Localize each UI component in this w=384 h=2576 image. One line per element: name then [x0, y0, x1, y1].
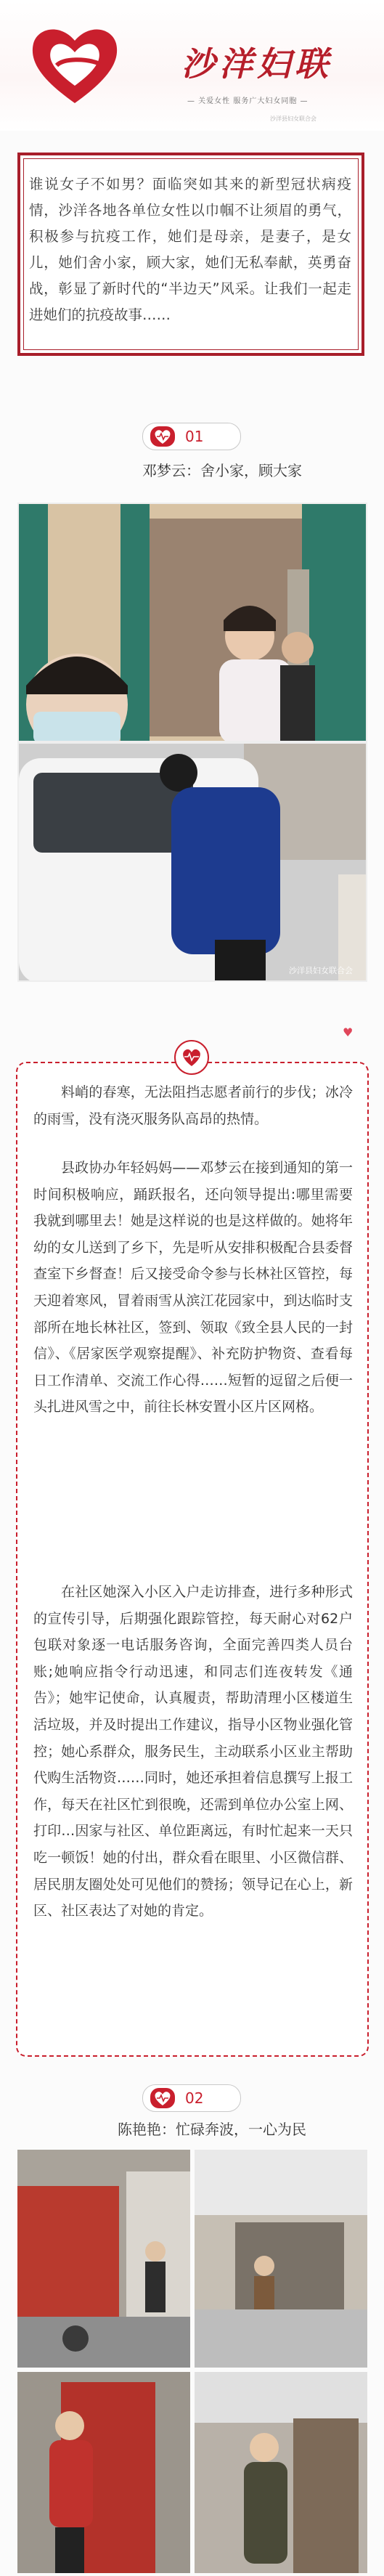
- heart-logo-icon: [28, 22, 122, 109]
- heart-icon: [174, 1040, 209, 1075]
- section-number: 02: [185, 2089, 204, 2107]
- photo-volunteer-indoor: [17, 503, 367, 742]
- photo-grid: [17, 2142, 367, 2573]
- section-tag-02: [142, 2084, 241, 2112]
- section-number: 01: [185, 428, 204, 445]
- section-tag-01: [142, 423, 241, 450]
- photo-watermark: 沙洋县妇女联合会: [289, 966, 353, 975]
- article-paragraph: 县政协办年轻妈妈——邓梦云在接到通知的第一时间积极响应，踊跃报名，还向领导提出:哪里需要我就到哪里去！她是这样说的也是这样做的。她将年幼的女儿送到了乡下，先是听从安排积极配合县委督查室下乡督查！后又接受命令参与长林社区管控，每天迎着寒风，冒着雨雪从滨江花园家中，到达临时支部所在地长林社区，签到、领取《致全县人民的一封信》、《居家医学观察提醒》、补充防护物资、查看每日工作清单、交流工作心得……短暂的逗留之后便一头扎进风雪之中，前往长林安置小区片区网格。: [33, 1160, 353, 1415]
- header-banner: [0, 0, 384, 131]
- article-paragraph: 料峭的春寒，无法阻挡志愿者前行的步伐；冰冷的雨雪，没有浇灭服务队高昂的热情。: [33, 1084, 353, 1127]
- section-title: 邓梦云：舍小家，顾大家: [142, 462, 302, 479]
- intro-text: 谁说女子不如男？面临突如其来的新型冠状病疫情，沙洋各地各单位女性以巾帼不让须眉的勇气，积极参与抗疫工作，她们是母亲，是妻子，是女儿，她们舍小家，顾大家，她们无私奉献，英勇奋战，彰显了新时代的“半边天”风采。让我们一起走进她们的抗疫故事……: [29, 176, 351, 323]
- heart-icon: ♥: [343, 1025, 354, 1039]
- heart-icon: [150, 426, 175, 447]
- banner-title: 沙洋妇联: [181, 44, 332, 84]
- section-title: 陈艳艳：忙碌奔波，一心为民: [118, 2121, 306, 2138]
- article-paragraph: 在社区她深入小区入户走访排查，进行多种形式的宣传引导，后期强化跟踪管控，每天耐心对62户包联对象逐一电话服务咨询，全面完善四类人员台账;她响应指令行动迅速，和同志们连夜转发《通告》；她牢记使命，认真履责，帮助清理小区楼道生活垃圾，并及时提出工作建议，指导小区物业强化管控；她心系群众，服务民生，主动联系小区业主帮助代购生活物资……同时，她还承担着信息撰写上报工作，每天在社区忙到很晚，还需到单位办公室上网、打印…因家与社区、单位距离远，有时忙起来一天只吃一顿饭！她的付出，群众看在眼里、小区微信群、居民朋友圈处处可见他们的赞扬；领导记在心上，新区、社区表达了对她的肯定。: [33, 1584, 353, 1919]
- banner-slogan: — 关爱女性 服务广大妇女同胞 —: [187, 97, 309, 105]
- banner-watermark: 沙洋县妇女联合会: [270, 115, 316, 122]
- heart-icon: [150, 2088, 175, 2108]
- photo-volunteer-car: [17, 742, 367, 982]
